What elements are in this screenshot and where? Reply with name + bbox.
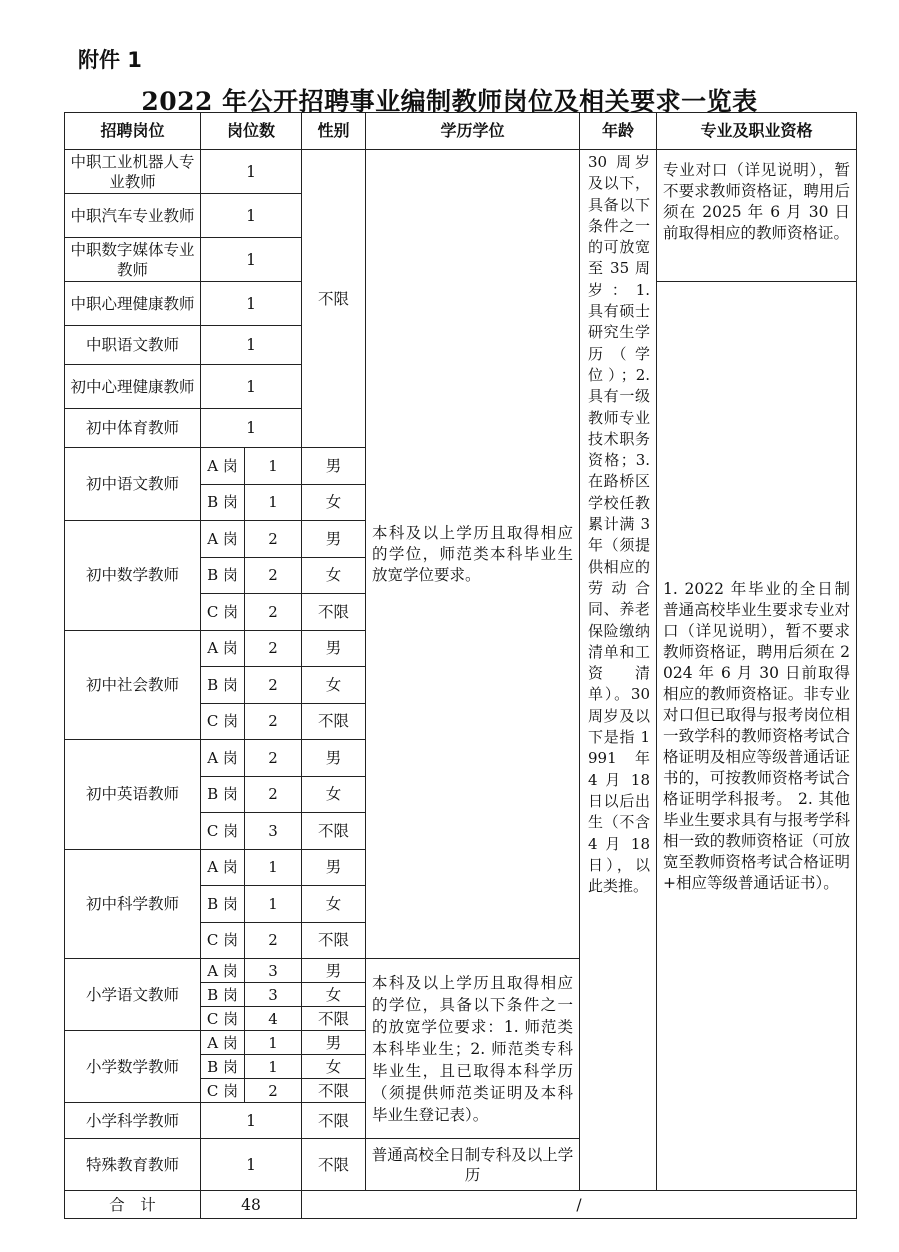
post-cell: B 岗 — [201, 484, 245, 521]
gender-cell: 男 — [302, 740, 366, 777]
position-cell: 初中体育教师 — [65, 409, 201, 448]
page-title: 2022 年公开招聘事业编制教师岗位及相关要求一览表 — [141, 87, 758, 116]
gender-cell: 不限 — [302, 594, 366, 631]
count-cell: 1 — [245, 849, 302, 886]
count-cell: 3 — [245, 959, 302, 983]
count-cell: 1 — [245, 1031, 302, 1055]
count-cell: 2 — [245, 922, 302, 959]
gender-cell: 女 — [302, 983, 366, 1007]
total-row — [65, 1191, 857, 1219]
gender-cell: 不限 — [302, 922, 366, 959]
count-cell: 3 — [245, 813, 302, 850]
post-cell: B 岗 — [201, 1055, 245, 1079]
gender-cell: 不限 — [302, 703, 366, 740]
education-cell: 普通高校全日制专科及以上学历 — [366, 1139, 580, 1191]
gender-cell: 不限 — [302, 1007, 366, 1031]
attachment-label: 附件 1 — [78, 48, 142, 72]
count-cell: 1 — [201, 194, 302, 238]
count-cell: 1 — [201, 365, 302, 409]
position-cell: 小学数学教师 — [65, 1031, 201, 1103]
position-cell: 初中社会教师 — [65, 630, 201, 740]
header-position: 招聘岗位 — [65, 113, 201, 150]
gender-cell: 不限 — [302, 1139, 366, 1191]
post-cell: A 岗 — [201, 740, 245, 777]
position-cell: 初中科学教师 — [65, 849, 201, 959]
count-cell: 1 — [245, 1055, 302, 1079]
position-cell: 中职心理健康教师 — [65, 282, 201, 326]
count-cell: 2 — [245, 521, 302, 558]
post-cell: C 岗 — [201, 703, 245, 740]
post-cell: A 岗 — [201, 1031, 245, 1055]
position-cell: 特殊教育教师 — [65, 1139, 201, 1191]
count-cell: 1 — [201, 150, 302, 194]
gender-cell: 不限 — [302, 150, 366, 448]
total-rest: / — [302, 1191, 857, 1219]
count-cell: 2 — [245, 557, 302, 594]
position-cell: 初中数学教师 — [65, 521, 201, 631]
gender-cell: 女 — [302, 1055, 366, 1079]
qualification-cell: 专业对口（详见说明），暂不要求教师资格证，聘用后须在 2025 年 6 月 30 日前取得相应的教师资格证。 — [657, 150, 857, 282]
count-cell: 3 — [245, 983, 302, 1007]
gender-cell: 男 — [302, 521, 366, 558]
education-cell: 本科及以上学历且取得相应的学位，师范类本科毕业生放宽学位要求。 — [366, 150, 580, 959]
post-cell: B 岗 — [201, 983, 245, 1007]
count-cell: 2 — [245, 776, 302, 813]
post-cell: B 岗 — [201, 667, 245, 704]
position-cell: 中职汽车专业教师 — [65, 194, 201, 238]
post-cell: B 岗 — [201, 886, 245, 923]
count-cell: 1 — [201, 282, 302, 326]
table-row — [65, 150, 857, 194]
gender-cell: 女 — [302, 886, 366, 923]
count-cell: 1 — [201, 1139, 302, 1191]
count-cell: 1 — [245, 886, 302, 923]
post-cell: B 岗 — [201, 776, 245, 813]
position-cell: 中职数字媒体专业教师 — [65, 238, 201, 282]
position-cell: 初中心理健康教师 — [65, 365, 201, 409]
gender-cell: 男 — [302, 849, 366, 886]
gender-cell: 男 — [302, 959, 366, 983]
count-cell: 1 — [201, 1103, 302, 1139]
header-gender: 性别 — [302, 113, 366, 150]
post-cell: C 岗 — [201, 594, 245, 631]
count-cell: 1 — [245, 484, 302, 521]
post-cell: A 岗 — [201, 630, 245, 667]
post-cell: A 岗 — [201, 849, 245, 886]
gender-cell: 男 — [302, 1031, 366, 1055]
count-cell: 1 — [245, 448, 302, 485]
gender-cell: 男 — [302, 448, 366, 485]
post-cell: C 岗 — [201, 813, 245, 850]
post-cell: C 岗 — [201, 922, 245, 959]
post-cell: B 岗 — [201, 557, 245, 594]
position-cell: 初中语文教师 — [65, 448, 201, 521]
count-cell: 1 — [201, 326, 302, 365]
education-cell: 本科及以上学历且取得相应的学位，具备以下条件之一的放宽学位要求：1. 师范类本科毕业生；2. 师范类专科毕业生，且已取得本科学历（须提供师范类证明及本科毕业生登记表）。 — [366, 959, 580, 1139]
header-education: 学历学位 — [366, 113, 580, 150]
count-cell: 2 — [245, 703, 302, 740]
count-cell: 1 — [201, 238, 302, 282]
gender-cell: 女 — [302, 484, 366, 521]
gender-cell: 男 — [302, 630, 366, 667]
post-cell: A 岗 — [201, 521, 245, 558]
header-row — [65, 113, 857, 150]
gender-cell: 不限 — [302, 1079, 366, 1103]
count-cell: 2 — [245, 1079, 302, 1103]
gender-cell: 女 — [302, 776, 366, 813]
total-count: 48 — [201, 1191, 302, 1219]
post-cell: C 岗 — [201, 1079, 245, 1103]
post-cell: A 岗 — [201, 959, 245, 983]
count-cell: 1 — [201, 409, 302, 448]
header-count: 岗位数 — [201, 113, 302, 150]
position-cell: 中职工业机器人专业教师 — [65, 150, 201, 194]
count-cell: 2 — [245, 667, 302, 704]
header-age: 年龄 — [580, 113, 657, 150]
count-cell: 2 — [245, 630, 302, 667]
count-cell: 2 — [245, 594, 302, 631]
position-cell: 初中英语教师 — [65, 740, 201, 850]
total-label: 合 计 — [65, 1191, 201, 1219]
gender-cell: 不限 — [302, 1103, 366, 1139]
age-cell: 30 周岁及以下，具备以下条件之一的可放宽至 35 周岁：1. 具有硕士研究生学历（学位）；2. 具有一级教师专业技术职务资格；3. 在路桥区学校任教累计满 3 年（须提供相应的劳动合同、养老保险缴纳清单和工资清单）。30 周岁及以下是指 1991 年 4 月 18 日以后出生（不含 4 月 18 日），以此类推。 — [580, 150, 657, 1191]
position-cell: 小学语文教师 — [65, 959, 201, 1031]
gender-cell: 女 — [302, 667, 366, 704]
gender-cell: 不限 — [302, 813, 366, 850]
recruitment-table — [64, 112, 857, 1219]
qualification-cell: 1. 2022 年毕业的全日制普通高校毕业生要求专业对口（详见说明），暂不要求教师资格证，聘用后须在 2024 年 6 月 30 日前取得相应的教师资格证。非专业对口但已取得与报考岗位相一致学科的教师资格考试合格证明及相应等级普通话证书的，可按教师资格考试合格证明学科报考。 2. 其他毕业生要求具有与报考学科相一致的教师资格证（可放宽至教师资格考试合格证明+相应等级普通话证书）。 — [657, 282, 857, 1191]
gender-cell: 女 — [302, 557, 366, 594]
count-cell: 2 — [245, 740, 302, 777]
count-cell: 4 — [245, 1007, 302, 1031]
header-qualification: 专业及职业资格 — [657, 113, 857, 150]
post-cell: A 岗 — [201, 448, 245, 485]
position-cell: 中职语文教师 — [65, 326, 201, 365]
position-cell: 小学科学教师 — [65, 1103, 201, 1139]
post-cell: C 岗 — [201, 1007, 245, 1031]
